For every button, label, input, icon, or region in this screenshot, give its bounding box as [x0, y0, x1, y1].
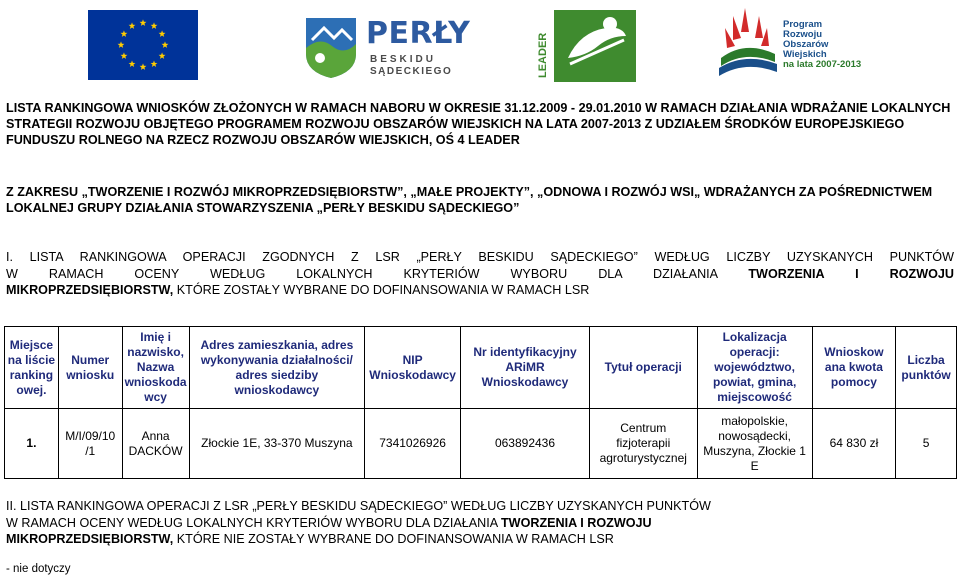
section-1-line-1: I. LISTA RANKINGOWA OPERACJI ZGODNYCH Z LSR „PERŁY BESKIDU SĄDECKIEGO” WEDŁUG LICZBY UZYSKANYCH PUNKTÓW: [6, 250, 954, 264]
prow-line-3: Obszarów: [783, 39, 829, 50]
leader-logo-icon: [537, 2, 640, 86]
table-header-row: [5, 327, 957, 409]
header-place: Miejsce na liście ranking owej.: [5, 327, 59, 409]
header-location: Lokalizacja operacji: województwo, powiat, gmina, miejscowość: [697, 327, 812, 409]
document-scope: Z ZAKRESU „TWORZENIE I ROZWÓJ MIKROPRZEDSIĘBIORSTW”, „MAŁE PROJEKTY”, „ODNOWA I ROZWÓJ WSI„ WDRAŻANYCH ZA POŚREDNICTWEM LOKALNEJ GRUPY DZIAŁANIA STOWARZYSZENIA „PERŁY BESKIDU SĄDECKIEGO”: [6, 185, 933, 215]
cell-points: 5: [896, 409, 957, 479]
table-row: [5, 409, 957, 479]
section-1-title: [6, 249, 954, 299]
header-title: Tytuł operacji: [589, 327, 697, 409]
header-arimr: Nr identyfikacyjny ARiMR Wnioskodawcy: [461, 327, 590, 409]
perly-subtitle-2: SĄDECKIEGO: [370, 66, 453, 77]
cell-title: Centrum fizjoterapii agroturystycznej: [589, 409, 697, 479]
prow-text: [783, 20, 861, 70]
section-2-line-3: MIKROPRZEDSIĘBIORSTW, KTÓRE NIE ZOSTAŁY WYBRANE DO DOFINANSOWANIA W RAMACH LSR: [6, 532, 614, 546]
document-title: LISTA RANKINGOWA WNIOSKÓW ZŁOŻONYCH W RAMACH NABORU W OKRESIE 31.12.2009 - 29.01.2010 W RAMACH DZIAŁANIA WDRAŻANIE LOKALNYCH STRATEGII ROZWOJU OBJĘTEGO PROGRAMEM ROZWOJU OBSZARÓW WIEJSKICH NA LATA 2007-2013 Z UDZIAŁEM ŚRODKÓW EUROPEJSKIEGO FUNDUSZU ROLNEGO NA RZECZ ROZWOJU OBSZARÓW WIEJSKICH, OŚ 4 LEADER: [6, 101, 951, 147]
leader-vertical-text: LEADER: [537, 32, 549, 78]
prow-emblem-icon: [715, 2, 781, 86]
section-2-title: [6, 498, 954, 548]
header-nip: NIP Wnioskodawcy: [365, 327, 461, 409]
header-points: Liczba punktów: [896, 327, 957, 409]
section-1-line-2: W RAMACH OCENY WEDŁUG LOKALNYCH KRYTERIÓW WYBORU DLA DZIAŁANIA TWORZENIA I ROZWOJU: [6, 266, 954, 281]
cell-number: M/I/09/10 /1: [58, 409, 122, 479]
prow-years: na lata 2007-2013: [783, 59, 862, 70]
header-amount: Wnioskow ana kwota pomocy: [812, 327, 895, 409]
header-number: Numer wniosku: [58, 327, 122, 409]
cell-arimr: 063892436: [461, 409, 590, 479]
prow-line-4: Wiejskich: [783, 49, 827, 60]
perly-subtitle: BESKIDU: [370, 54, 437, 65]
logo-bar: [0, 0, 959, 92]
ranking-table: [4, 326, 957, 479]
footnote: - nie dotyczy: [6, 563, 71, 575]
section-1-line-3: MIKROPRZEDSIĘBIORSTW, KTÓRE ZOSTAŁY WYBRANE DO DOFINANSOWANIA W RAMACH LSR: [6, 283, 590, 297]
section-2-line-2: W RAMACH OCENY WEDŁUG LOKALNYCH KRYTERIÓW WYBORU DLA DZIAŁANIA TWORZENIA I ROZWOJU: [6, 515, 652, 530]
section-2-line-1: II. LISTA RANKINGOWA OPERACJI Z LSR „PERŁY BESKIDU SĄDECKIEGO” WEDŁUG LICZBY UZYSKANYCH PUNKTÓW: [6, 499, 711, 513]
cell-place: 1.: [5, 409, 59, 479]
perly-title: PERŁY: [366, 16, 471, 51]
eu-flag-icon: [88, 10, 198, 80]
perly-logo: [300, 10, 471, 80]
cell-amount: 64 830 zł: [812, 409, 895, 479]
prow-line-2: Rozwoju: [783, 29, 823, 40]
header-address: Adres zamieszkania, adres wykonywania działalności/ adres siedziby wnioskodawcy: [189, 327, 365, 409]
cell-nip: 7341026926: [365, 409, 461, 479]
prow-line-1: Program: [783, 19, 823, 30]
perly-emblem-icon: [300, 10, 362, 80]
header-name: Imię i nazwisko, Nazwa wnioskoda wcy: [122, 327, 189, 409]
cell-location: małopolskie, nowosądecki, Muszyna, Złockie 1 E: [697, 409, 812, 479]
prow-logo: [715, 2, 880, 86]
cell-name: Anna DACKÓW: [122, 409, 189, 479]
cell-address: Złockie 1E, 33-370 Muszyna: [189, 409, 365, 479]
